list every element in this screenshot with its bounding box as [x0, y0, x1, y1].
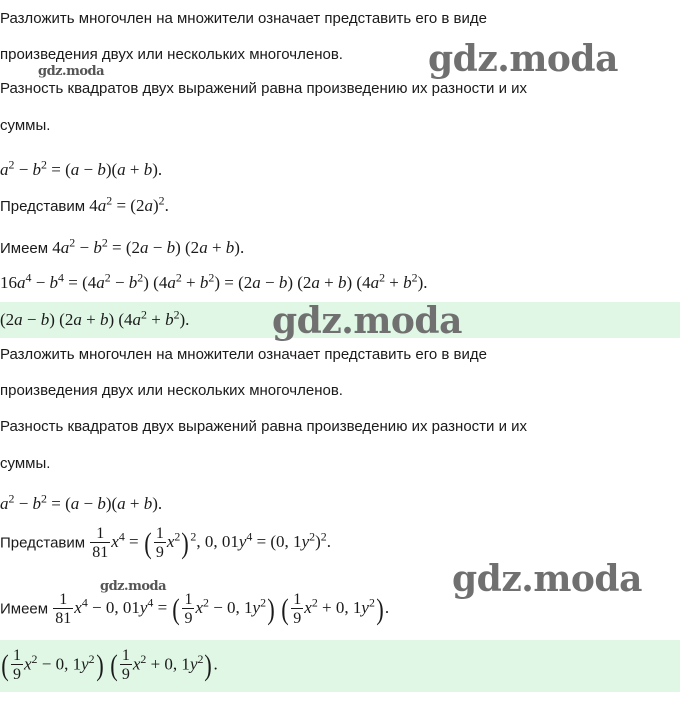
watermark-logo: gdz.moda: [452, 558, 642, 600]
fraction: $\frac{1}{81}$: [55, 591, 72, 627]
have-step: Имеем $4a^2 - b^2 = (2a - b) (2a + b)$.: [0, 235, 245, 257]
definition-text-line-2: произведения двух или нескольких многочленов.: [0, 46, 343, 63]
watermark-small: gdz.moda: [100, 579, 167, 594]
watermark-small: gdz.moda: [38, 64, 105, 79]
definition-text-line-1: Разложить многочлен на множители означает представить его в виде: [0, 346, 487, 363]
formula-difference-of-squares: $a^2 - b^2 = (a - b)(a + b)$.: [0, 491, 163, 513]
fraction: $\frac{1}{9}$: [155, 525, 164, 561]
rule-text-line-2: суммы.: [0, 117, 51, 134]
rule-text-line-1: Разность квадратов двух выражений равна произведению их разности и их: [0, 418, 528, 435]
factorization-chain: $16a^4 - b^4 = (4a^2 - b^2) (4a^2 + b^2) = (2a - b) (2a + b) (4a^2 + b^2)$.: [0, 270, 428, 292]
answer-2: ( $\frac{1}{9}$ $x^2 - 0$, $1y^2$) ( $\frac{1}{9}$ $x^2 + 0$, $1y^2$).: [1, 647, 218, 683]
formula-difference-of-squares: $a^2 - b^2 = (a - b)(a + b)$.: [0, 157, 163, 179]
definition-text-line-2: произведения двух или нескольких многочленов.: [0, 382, 343, 399]
watermark-logo: gdz.moda: [272, 300, 462, 342]
definition-text-line-1: Разложить многочлен на множители означает представить его в виде: [0, 10, 487, 27]
present-label: Представим: [0, 198, 86, 215]
have-label: Имеем: [0, 240, 49, 257]
fraction: $\frac{1}{9}$: [13, 647, 21, 683]
have-step: Имеем $\frac{1}{81}$ $x^4 - 0$, $01y^4$ = ( $\frac{1}{9}$ $x^2 - 0$, $1y^2$) ( $\frac{1}{9}$ $x^2 + 0$, $1y^2$).: [0, 591, 390, 627]
watermark-logo: gdz.moda: [428, 38, 618, 80]
present-step: Представим $4a^2 = (2a)^2$.: [0, 193, 169, 215]
fraction: $\frac{1}{9}$: [121, 647, 130, 683]
have-label: Имеем: [0, 600, 49, 618]
rule-text-line-2: суммы.: [0, 455, 51, 472]
rule-text-line-1: Разность квадратов двух выражений равна произведению их разности и их: [0, 80, 528, 97]
fraction: $\frac{1}{81}$: [92, 525, 109, 561]
present-step: Представим $\frac{1}{81}$ $x^4$ = ( $\frac{1}{9}$ $x^2)^2$, 0, $01y^4 = (0$, $1y^2)^2$.: [0, 525, 331, 561]
fraction: $\frac{1}{9}$: [184, 591, 193, 627]
fraction: $\frac{1}{9}$: [293, 591, 302, 627]
answer-1: (2a − b) (2a + b) $(4a^2 + b^2)$.: [0, 307, 190, 329]
present-label: Представим: [0, 534, 86, 552]
